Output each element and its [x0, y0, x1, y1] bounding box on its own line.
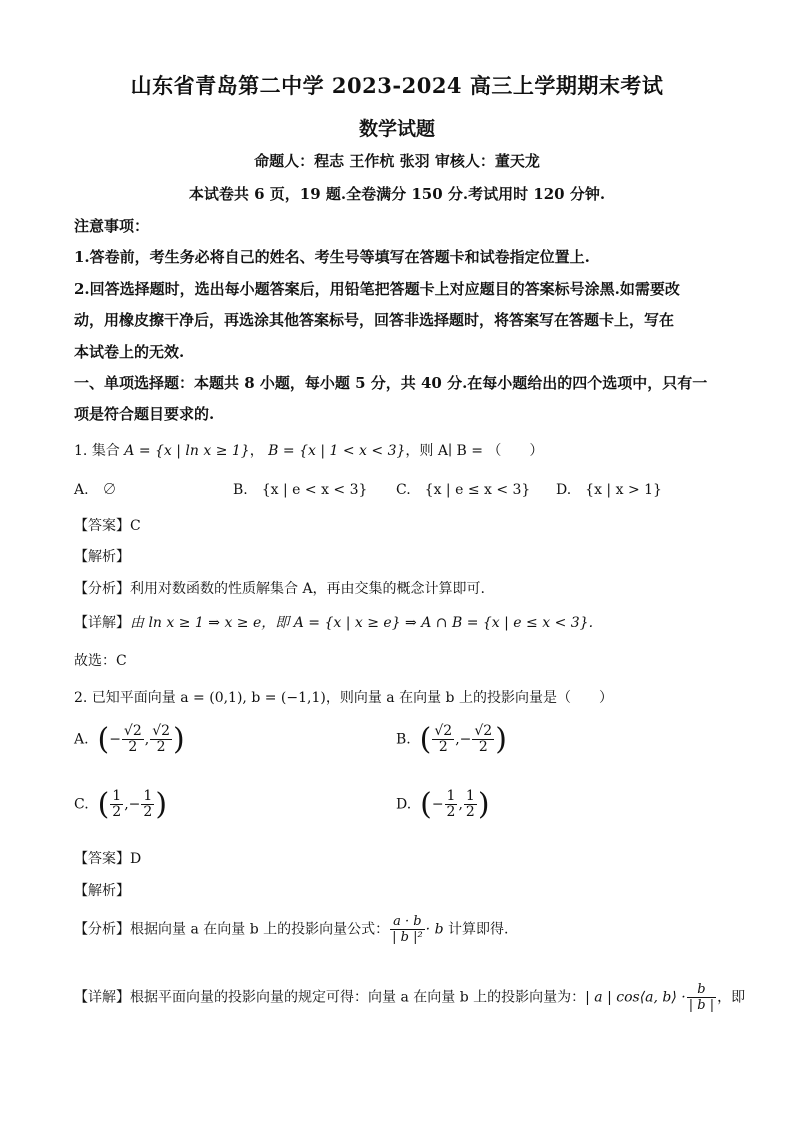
detail-frac-num: b [687, 982, 716, 998]
analysis [74, 578, 485, 598]
q2-option-a[interactable]: A. (− $\frac{√2}{2}$ , $\frac{√2}{2}$ ) [74, 722, 185, 757]
option-c[interactable]: C. {x | e ≤ x < 3} [396, 482, 531, 498]
question-ask: ，则 A∣ B = （ ） [405, 443, 544, 459]
analysis-tag-2: 【解析】 [74, 883, 130, 899]
option-d[interactable]: D. {x | x > 1} [556, 482, 662, 498]
notice-heading: 注意事项： [74, 217, 150, 235]
analysis-text: 利用对数函数的性质解集合 A，再由交集的概念计算即可. [130, 581, 486, 597]
question-number: 2. [74, 690, 88, 706]
q2-option-b[interactable]: B. ( $\frac{√2}{2}$ ,− $\frac{√2}{2}$ ) [396, 722, 507, 757]
formula-denominator: | b |² [392, 930, 423, 945]
analysis-text-2: 计算即得. [448, 921, 509, 938]
question-2 [74, 687, 613, 707]
set-b: B = {x | 1 < x < 3} [268, 443, 406, 459]
question-text: 已知平面向量 a = (0,1), b = (−1,1)，则向量 a 在向量 b 上的投影向量是（ ） [91, 690, 613, 706]
section-heading-line-1: 一、单项选择题：本题共 8 小题，每小题 5 分，共 40 分.在每小题给出的四个选项中，只有一 [74, 374, 708, 392]
exam-title: 山东省青岛第二中学 2023-2024 高三上学期期末考试 [130, 73, 664, 98]
detail-label: 【详解】 [74, 615, 130, 631]
detail-text: 根据平面向量的投影向量的规定可得：向量 a 在向量 b 上的投影向量为： [130, 989, 586, 1006]
exam-info: 本试卷共 6 页，19 题.全卷满分 150 分.考试用时 120 分钟. [188, 185, 606, 203]
answer-tag: 【答案】C [74, 518, 141, 534]
q2-option-c[interactable]: C. ( $\frac{1}{2}$ ,− $\frac{1}{2}$ ) [74, 787, 168, 822]
q2-option-d[interactable]: D. (− $\frac{1}{2}$ , $\frac{1}{2}$ ) [396, 787, 490, 822]
answer-tag-2: 【答案】D [74, 851, 142, 867]
analysis-label: 【分析】 [74, 921, 130, 938]
detail-2 [74, 982, 745, 1013]
notice-item-2-line-3: 本试卷上的无效. [74, 343, 185, 361]
set-a: A = {x | ln x ≥ 1} [124, 443, 250, 459]
question-prefix: 集合 [91, 443, 120, 459]
notice-item-2-line-1: 2.回答选择题时，选出每小题答案后，用铅笔把答题卡上对应题目的答案标号涂黑.如需要改 [74, 280, 680, 298]
detail-label: 【详解】 [74, 989, 130, 1006]
detail-text: 由 ln x ≥ 1 ⇒ x ≥ e，即 A = {x | x ≥ e} ⇒ A ∩ B = {x | e ≤ x < 3}. [130, 615, 594, 631]
analysis-label: 【分析】 [74, 581, 130, 597]
formula-numerator: a · b [390, 914, 425, 930]
conclusion: 故选：C [74, 653, 127, 669]
notice-item-2-line-2: 动，用橡皮擦干净后，再选涂其他答案标号，回答非选择题时，将答案写在答题卡上，写在 [74, 311, 675, 329]
question-1: 1. 集合 A = {x | ln x ≥ 1}， B = {x | 1 < x < 3}，则 A∣ B = （ ） [74, 443, 544, 459]
detail [74, 612, 593, 632]
authors-line: 命题人：程志 王作杭 张羽 审核人：董天龙 [254, 152, 540, 170]
exam-subtitle: 数学试题 [358, 118, 435, 140]
analysis-text-1: 根据向量 a 在向量 b 上的投影向量公式： [130, 921, 390, 938]
detail-tail: ，即 [717, 989, 746, 1006]
formula-tail: · b [425, 921, 444, 938]
detail-frac-den: | b | [688, 998, 715, 1013]
section-heading-line-2: 项是符合题目要求的. [74, 405, 215, 423]
option-a[interactable]: A. ∅ [74, 482, 117, 498]
detail-formula: | a | cos⟨a, b⟩ · [585, 989, 686, 1006]
notice-item-1: 1.答卷前，考生务必将自己的姓名、考生号等填写在答题卡和试卷指定位置上. [74, 248, 590, 266]
option-b[interactable]: B. {x | e < x < 3} [233, 482, 368, 498]
analysis-tag: 【解析】 [74, 549, 130, 565]
analysis-2 [74, 914, 508, 945]
question-number: 1. [74, 443, 88, 459]
